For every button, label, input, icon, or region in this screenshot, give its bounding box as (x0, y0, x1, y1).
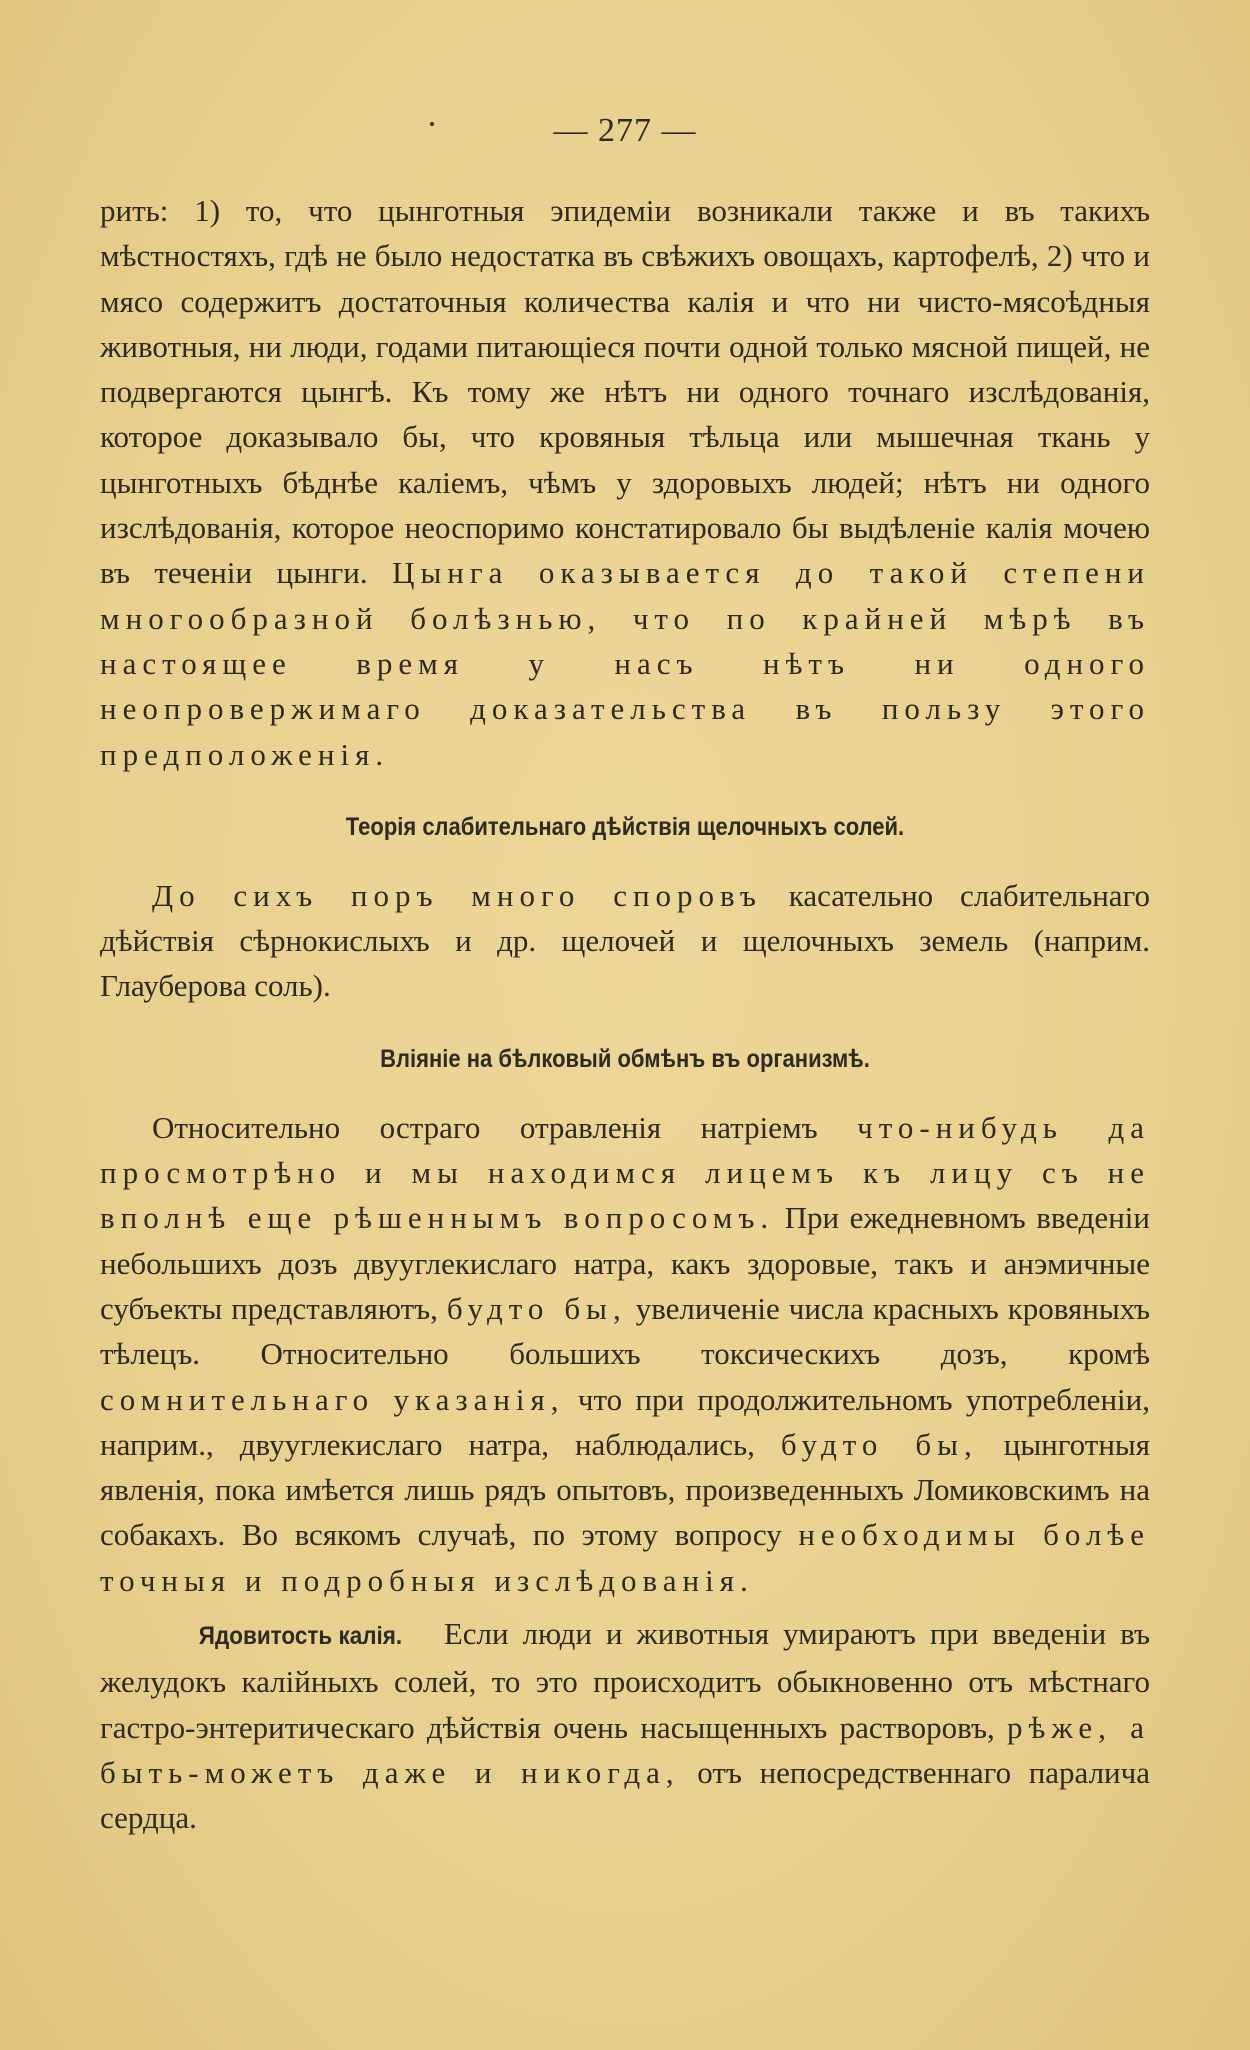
paragraph-sodium (100, 1105, 1150, 1603)
paragraph-scurvy (100, 188, 1150, 777)
spaced-text-run: необходимы болѣе точныя и подробныя изслѣдованія. (100, 1517, 1151, 1598)
text-run: Если люди и животныя умираютъ при введеніи въ желудокъ калійныхъ солей, то это происходитъ обыкновенно отъ мѣстнаго гастро-энтеритическаго дѣйствія очень насыщенныхъ растворовъ, (100, 1616, 1150, 1745)
section-heading-laxative: Теорія слабительнаго дѣйствія щелочныхъ солей. (345, 812, 905, 841)
spaced-text-run: что-нибудь да просмотрѣно и мы находимся лицемъ къ лицу съ не вполнѣ еще рѣшеннымъ вопросомъ. (100, 1109, 1150, 1236)
spacer (100, 1603, 1150, 1611)
text-run: что при продолжительномъ употребленіи, наприм., двууглекислаго натра, наблюдались, (100, 1381, 1150, 1462)
inline-heading: Ядовитость калія. (198, 1622, 403, 1651)
text-run: Относительно остраго отравленія натріемъ (152, 1109, 858, 1145)
spaced-text-run: сомнительнаго указанія, (100, 1381, 565, 1417)
paragraph-potassium-toxicity (100, 1611, 1150, 1840)
spaced-text-run: будто бы, (446, 1290, 627, 1326)
text-run: При ежедневномъ введеніи небольшихъ дозъ двууглекислаго натра, какъ здоровые, такъ и анэмичные субъекты представляютъ, (100, 1200, 1150, 1326)
spaced-text-run: До сихъ поръ много споровъ (152, 877, 762, 913)
paragraph-laxative (100, 873, 1150, 1009)
text-run: касательно слабительнаго дѣйствія сѣрнокислыхъ и др. щелочей и щелочныхъ земель (наприм. Глауберова соль). (100, 877, 1151, 1004)
page-number: — 277 — (553, 112, 697, 149)
section-heading-protein-metabolism: Вліяніе на бѣлковый обмѣнъ въ организмѣ. (380, 1044, 870, 1073)
spaced-text-run: будто бы, (780, 1426, 978, 1462)
text-run: увеличеніе числа красныхъ кровяныхъ тѣлецъ. Относительно большихъ токсическихъ дозъ, кромѣ (100, 1290, 1151, 1372)
spaced-text-run: рѣже, а быть-можетъ даже и никогда, (100, 1709, 1150, 1790)
spaced-text-run: Цынга оказывается до такой степени многообразной болѣзнью, что по крайней мѣрѣ въ настоящее время у насъ нѣтъ ни одного неопровержимаго доказательства въ пользу этого предположенія. (100, 555, 1151, 772)
text-run: рить: 1) то, что цынготныя эпидеміи возникали также и въ такихъ мѣстностяхъ, гдѣ не было недостатка въ свѣжихъ овощахъ, картофелѣ, 2) что и мясо содержитъ достаточныя количества калія и что ни чисто-мясоѣдныя животныя, ни люди, годами питающіеся почти одной только мясной пищей, не подвергаются цынгѣ. Къ тому же нѣтъ ни одного точнаго изслѣдованія, которое доказывало бы, что кровяныя тѣльца или мышечная ткань у цынготныхъ бѣднѣе каліемъ, чѣмъ у здоровыхъ людей; нѣтъ ни одного изслѣдованія, которое неоспоримо констатировало бы выдѣленіе калія мочею въ теченіи цынги. (100, 193, 1150, 591)
text-run: отъ непосредственнаго паралича сердца. (100, 1754, 1150, 1836)
page-body (100, 188, 1150, 1841)
text-run: цынготныя явленія, пока имѣется лишь рядъ опытовъ, произведенныхъ Ломиковскимъ на собакахъ. Во всякомъ случаѣ, по этому вопросу (100, 1426, 1150, 1553)
